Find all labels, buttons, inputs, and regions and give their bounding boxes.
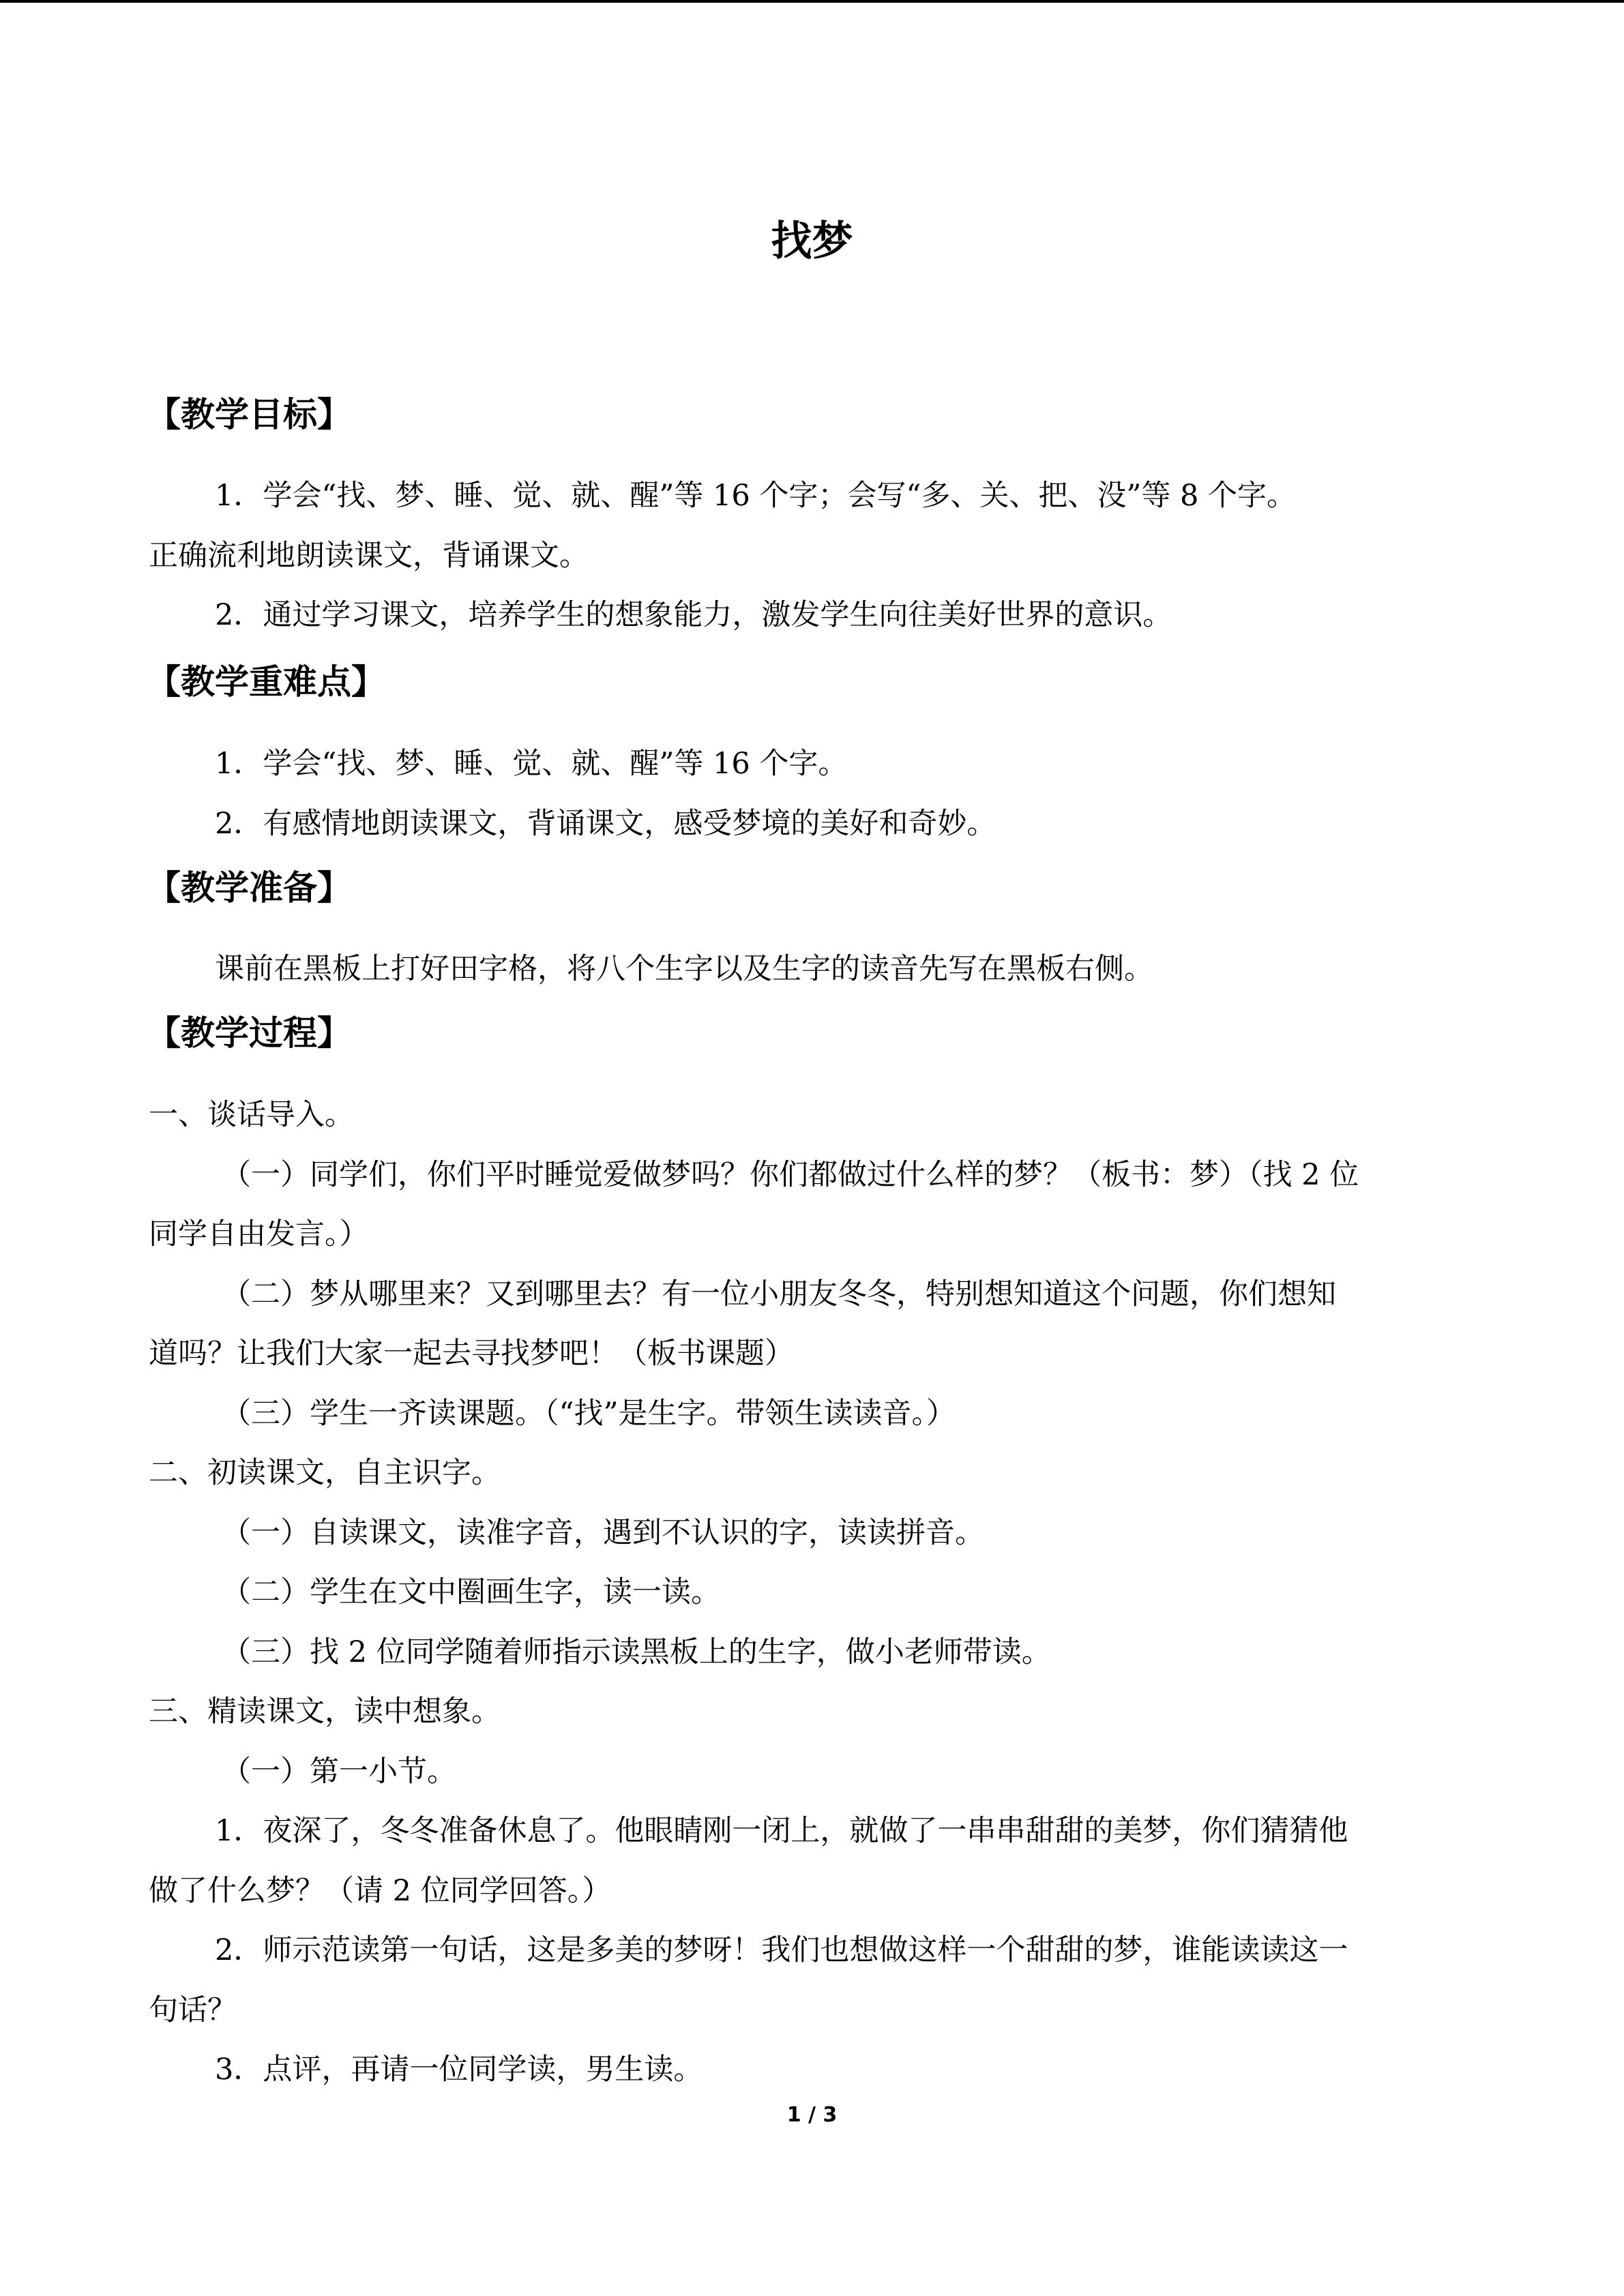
process-step-1-a-line-1: （一）同学们，你们平时睡觉爱做梦吗？你们都做过什么样的梦？（板书：梦）（找 2 位 (222, 1158, 1359, 1192)
process-step-2-b: （二）学生在文中圈画生字，读一读。 (222, 1575, 720, 1609)
goals-item-1-line-2: 正确流利地朗读课文，背诵课文。 (149, 539, 589, 573)
top-border-line (0, 0, 1624, 3)
page-title: 找梦 (771, 218, 853, 265)
process-step-1-a-line-2: 同学自由发言。） (149, 1217, 369, 1251)
section-heading-goals: 【教学目标】 (147, 395, 351, 434)
process-step-3-a: （一）第一小节。 (222, 1755, 456, 1789)
section-heading-process: 【教学过程】 (147, 1013, 351, 1053)
process-step-3: 三、精读课文，读中想象。 (149, 1695, 501, 1729)
process-step-3-item-1-line-1: 1．夜深了，冬冬准备休息了。他眼睛刚一闭上，就做了一串串甜甜的美梦，你们猜猜他 (215, 1814, 1348, 1848)
keypoints-item-1: 1．学会“找、梦、睡、觉、就、醒”等 16 个字。 (215, 747, 848, 781)
keypoints-item-2: 2．有感情地朗读课文，背诵课文，感受梦境的美好和奇妙。 (215, 807, 996, 841)
process-step-3-item-2-line-1: 2．师示范读第一句话，这是多美的梦呀！我们也想做这样一个甜甜的梦，谁能读读这一 (215, 1933, 1348, 1967)
process-step-2: 二、初读课文，自主识字。 (149, 1456, 501, 1490)
process-step-1-b-line-1: （二）梦从哪里来？又到哪里去？有一位小朋友冬冬，特别想知道这个问题，你们想知 (222, 1277, 1336, 1311)
process-step-1-b-line-2: 道吗？让我们大家一起去寻找梦吧！（板书课题） (149, 1337, 794, 1371)
section-heading-prep: 【教学准备】 (147, 868, 351, 908)
process-step-1: 一、谈话导入。 (149, 1098, 354, 1132)
process-step-3-item-1-line-2: 做了什么梦？（请 2 位同学回答。） (149, 1874, 612, 1908)
process-step-3-item-2-line-2: 句话？ (149, 1993, 237, 2027)
goals-item-2: 2．通过学习课文，培养学生的想象能力，激发学生向往美好世界的意识。 (215, 598, 1172, 632)
process-step-2-a: （一）自读课文，读准字音，遇到不认识的字，读读拼音。 (222, 1516, 984, 1550)
process-step-3-item-3: 3．点评，再请一位同学读，男生读。 (215, 2053, 703, 2087)
process-step-2-c: （三）找 2 位同学随着师指示读黑板上的生字，做小老师带读。 (222, 1635, 1051, 1669)
process-step-1-c: （三）学生一齐读课题。（“找”是生字。带领生读读音。） (222, 1397, 956, 1431)
prep-text: 课前在黑板上打好田字格，将八个生字以及生字的读音先写在黑板右侧。 (215, 952, 1153, 986)
section-heading-keypoints: 【教学重难点】 (147, 662, 385, 702)
page-number: 1 / 3 (786, 2103, 838, 2127)
goals-item-1-line-1: 1．学会“找、梦、睡、觉、就、醒”等 16 个字；会写“多、关、把、没”等 8 个字。 (215, 479, 1297, 513)
